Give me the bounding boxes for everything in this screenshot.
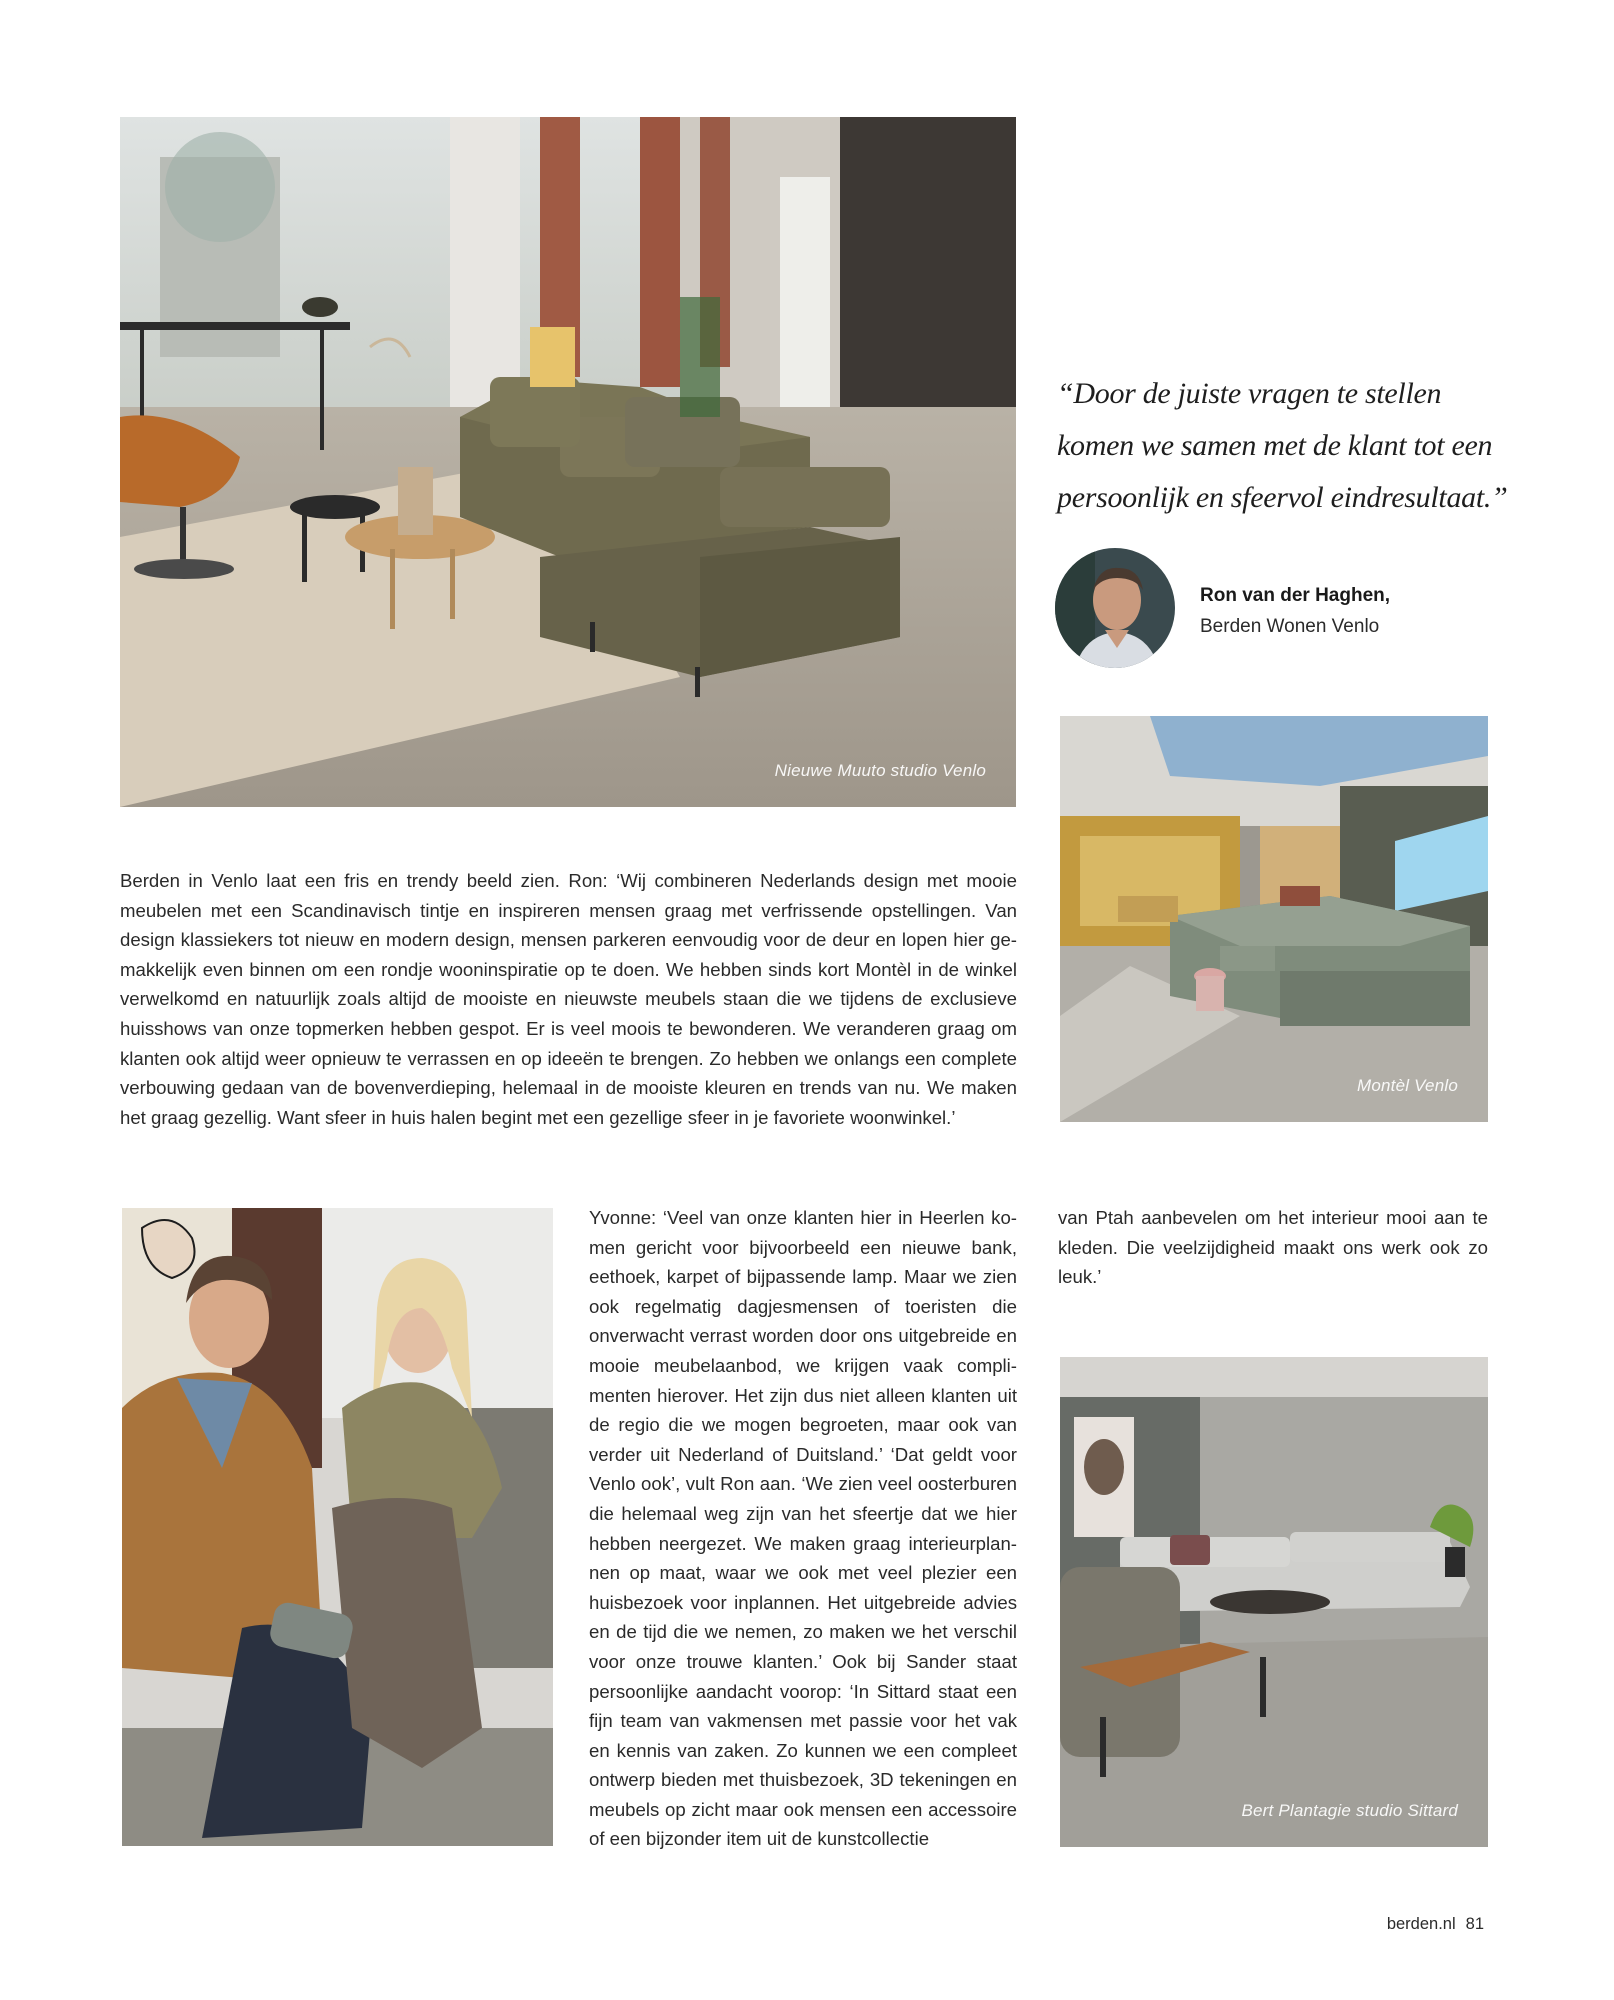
article-column-middle: Yvonne: ‘Veel van onze klanten hier in Heerlen komen gericht voor bijvoorbeeld een nieuwe bank, eethoek, karpet of bijpassende lamp. Maar we zien ook regelmatig dagjesmensen of toeristen die onverwacht verrast worden door ons uitgebreide en mooie meubelaanbod, we krijgen vaak complimenten hierover. Het zijn dus niet alleen klanten uit de regio die we mogen begroeten, maar ook van verder uit Nederland of Duitsland.’ ‘Dat geldt voor Venlo ook’, vult Ron aan. ‘We zien veel oosterburen die helemaal weg zijn van het sfeertje dat we hier hebben neergezet. We maken graag interieurplannen op maat, waar we ook met veel plezier een huisbezoek voor inplannen. Het uitgebreide advies en de tijd die we nemen, zo maken we het verschil voor onze trouwe klanten.’ Ook bij Sander staat persoonlijke aandacht voorop: ‘In Sittard staat een fijn team van vakmensen met passie voor het vak en kennis van zaken. Zo kunnen we een compleet ontwerp bieden met thuisbezoek, 3D tekeningen en meubels op zicht maar ook mensen een accessoire of een bijzonder item uit de kunstcollectie — [589, 1207, 1017, 1850]
person-avatar — [1055, 548, 1175, 668]
article-column-right: van Ptah aanbevelen om het interieur mooi aan te kleden. Die veelzijdigheid maakt ons werk ook zo leuk.’ — [1058, 1207, 1488, 1288]
page-footer — [1387, 1915, 1484, 1934]
photo-caption-muuto: Nieuwe Muuto studio Venlo — [774, 761, 986, 780]
quote-line: “Door de juiste vragen te stellen — [1057, 377, 1442, 410]
person-role: Berden Wonen Venlo — [1200, 616, 1380, 637]
muuto-studio-photo — [120, 117, 1016, 807]
person-name: Ron van der Haghen, — [1200, 585, 1391, 606]
footer-site-link[interactable]: berden.nl — [1386, 1915, 1456, 1933]
page-number: 81 — [1465, 1915, 1484, 1933]
sittard-studio-photo — [1060, 1357, 1488, 1847]
article-intro: Berden in Venlo laat een fris en trendy beeld zien. Ron: ‘Wij combineren Nederlands design met mooie meubelen met een Scandinavisch tintje en inspireren mensen graag met verfrissende opstellingen. Van design klassiekers tot nieuw en modern design, mensen parkeren eenvoudig voor de deur en lopen hier gemakkelijk even binnen om een rondje wooninspiratie op te doen. We hebben sinds kort Montèl in de winkel verwelkomd en natuurlijk zoals altijd de mooiste en nieuwste meubels staan die we tijdens de exclusieve huisshows van onze topmerken hebben gespot. Er is veel moois te bewonderen. We veranderen graag om klanten ook altijd weer opnieuw te verrassen en op ideeën te brengen. Zo hebben we onlangs een complete verbouwing gedaan van de bovenverdieping, helemaal in de mooiste kleuren en trends van nu. We maken het graag gezellig. Want sfeer in huis halen begint met een gezellige sfeer in je favoriete woonwinkel.’ — [120, 870, 1017, 1128]
photo-caption-sittard: Bert Plantagie studio Sittard — [1241, 1801, 1458, 1820]
photo-caption-montel: Montèl Venlo — [1357, 1076, 1458, 1095]
couple-photo — [122, 1208, 553, 1846]
quote-line: komen we samen met de klant tot een — [1057, 429, 1493, 462]
pull-quote — [1057, 368, 1508, 524]
quote-line: persoonlijk en sfeervol eindresultaat.” — [1057, 481, 1508, 514]
montel-venlo-photo — [1060, 716, 1488, 1122]
